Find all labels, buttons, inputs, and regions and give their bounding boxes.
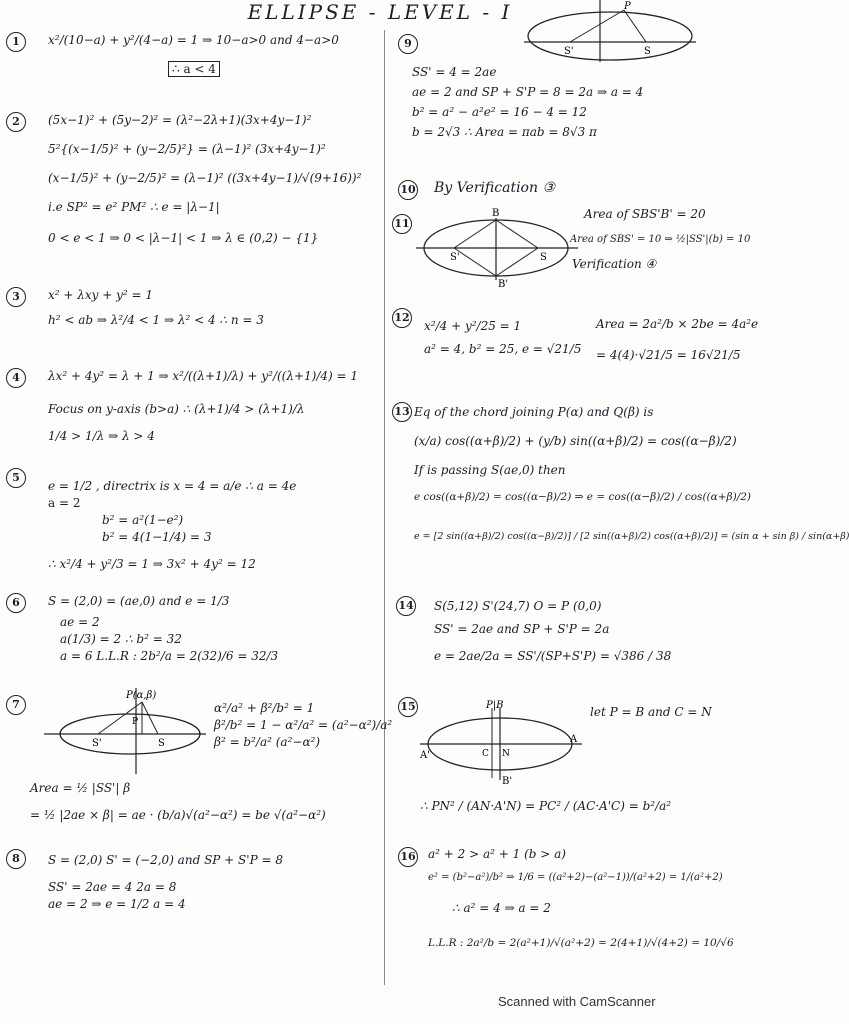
question-number: 13 [392, 402, 412, 422]
question-number: 3 [6, 287, 26, 307]
solution-line: (5x−1)² + (5y−2)² = (λ²−2λ+1)(3x+4y−1)² [48, 113, 312, 127]
foot-label: N [502, 749, 510, 759]
focus-label: S [644, 46, 651, 57]
focus-label: S' [450, 252, 460, 263]
question-number: 5 [6, 468, 26, 488]
solution-line: e = 1/2 , directrix is x = 4 = a/e ∴ a = 4e [48, 479, 297, 493]
question-number: 15 [398, 697, 418, 717]
solution-line: a = 2 [48, 496, 81, 510]
solution-line: α²/a² + β²/b² = 1 [214, 701, 315, 715]
vertex-label: A [570, 734, 578, 745]
solution-line: If is passing S(ae,0) then [414, 463, 566, 477]
solution-line: b² = a² − a²e² = 16 − 4 = 12 [412, 105, 587, 119]
point-label: P(α,β) [126, 690, 157, 701]
solution-line: SS' = 2ae = 4 2a = 8 [48, 880, 177, 894]
question-16 [428, 846, 734, 952]
solution-line: Verification ④ [572, 257, 657, 271]
solution-line: β² = b²/a² (a²−α²) [214, 735, 321, 749]
answer-box: ∴ a < 4 [168, 61, 220, 77]
center-label: C [482, 749, 489, 759]
solution-line: b² = 4(1−1/4) = 3 [102, 530, 212, 544]
solution-line: b² = a²(1−e²) [102, 513, 184, 527]
question-number: 8 [6, 849, 26, 869]
solution-line: ae = 2 and SP + S'P = 8 = 2a ⇒ a = 4 [412, 85, 644, 99]
solution-line: Eq of the chord joining P(α) and Q(β) is [414, 405, 654, 419]
point-label: P [132, 717, 139, 727]
vertex-label: B' [502, 776, 513, 787]
solution-line: ∴ x²/4 + y²/3 = 1 ⇒ 3x² + 4y² = 12 [48, 557, 256, 571]
solution-line: ∴ a² = 4 ⇒ a = 2 [452, 901, 551, 915]
question-11 [570, 206, 751, 273]
question-12-area [596, 316, 758, 364]
question-12 [424, 318, 581, 358]
solution-line: Area = 2a²/b × 2be = 4a²e [596, 317, 759, 331]
solution-line: a² + 2 > a² + 1 (b > a) [428, 847, 566, 861]
solution-line: x² + λxy + y² = 1 [48, 288, 154, 302]
question-number: 16 [398, 847, 418, 867]
solution-line: let P = B and C = N [590, 705, 712, 719]
solution-line: Area of SBS'B' = 20 [584, 207, 706, 221]
solution-line: β²/b² = 1 − α²/a² = (a²−α²)/a² [214, 718, 393, 732]
solution-line: a(1/3) = 2 ∴ b² = 32 [60, 632, 182, 646]
question-14 [434, 598, 671, 665]
question-number: 2 [6, 112, 26, 132]
focus-label: S' [564, 46, 574, 57]
question-10 [434, 180, 555, 197]
question-number: 14 [396, 596, 416, 616]
solution-line: (x−1/5)² + (y−2/5)² = (λ−1)² ((3x+4y−1)/√(9+16))² [48, 171, 362, 185]
question-number: 6 [6, 593, 26, 613]
solution-line: S = (2,0) = (ae,0) and e = 1/3 [48, 594, 230, 608]
question-5 [48, 478, 296, 573]
vertex-label: A' [420, 750, 430, 761]
focus-label: S [158, 738, 165, 749]
solution-line: i.e SP² = e² PM² ∴ e = |λ−1| [48, 200, 220, 214]
solution-line: a² = 4, b² = 25, e = √21/5 [424, 342, 582, 356]
question-1 [48, 32, 339, 78]
ellipse-diagram-7 [40, 684, 210, 776]
solution-line: S = (2,0) S' = (−2,0) and SP + S'P = 8 [48, 853, 283, 867]
question-15 [420, 798, 671, 815]
point-label: P [624, 1, 631, 12]
solution-line: 1/4 > 1/λ ⇒ λ > 4 [48, 429, 155, 443]
solution-line: Area of SBS' = 10 ⇒ ½|SS'|(b) = 10 [570, 234, 751, 245]
column-divider [384, 30, 385, 985]
question-number: 7 [6, 695, 26, 715]
solution-line: ∴ PN² / (AN·A'N) = PC² / (AC·A'C) = b²/a² [420, 799, 672, 813]
solution-line: SS' = 4 = 2ae [412, 65, 497, 79]
solution-line: h² < ab ⇒ λ²/4 < 1 ⇒ λ² < 4 ∴ n = 3 [48, 313, 264, 327]
ellipse-diagram-15 [418, 700, 584, 786]
question-15-note [590, 704, 712, 721]
question-3 [48, 287, 264, 329]
solution-line: e = 2ae/2a = SS'/(SP+S'P) = √386 / 38 [434, 649, 672, 663]
solution-line: (x/a) cos((α+β)/2) + (y/b) sin((α+β)/2) = cos((α−β)/2) [414, 434, 737, 448]
solution-line: Focus on y-axis (b>a) ∴ (λ+1)/4 > (λ+1)/λ [48, 402, 305, 416]
solution-line: 0 < e < 1 ⇒ 0 < |λ−1| < 1 ⇒ λ ∈ (0,2) − {1} [48, 231, 319, 245]
question-7 [214, 700, 392, 751]
ellipse-diagram-9 [520, 0, 700, 62]
solution-line: Area = ½ |SS'| β [30, 781, 131, 795]
page-title: ELLIPSE - LEVEL - I [247, 0, 513, 24]
solution-line: = 4(4)·√21/5 = 16√21/5 [596, 348, 741, 362]
question-number: 11 [392, 214, 412, 234]
solution-line: By Verification ③ [434, 180, 556, 196]
focus-label: S' [92, 738, 102, 749]
focus-label: S [540, 252, 547, 263]
solution-line: = ½ |2ae × β| = ae · (b/a)√(a²−α²) = be √(a²−α²) [30, 808, 326, 822]
question-number: 1 [6, 32, 26, 52]
solution-line: 5²{(x−1/5)² + (y−2/5)²} = (λ−1)² (3x+4y−1)² [48, 142, 326, 156]
solution-line: ae = 2 [60, 615, 100, 629]
question-8 [48, 852, 283, 913]
solution-line: x²/(10−a) + y²/(4−a) = 1 ⇒ 10−a>0 and 4−a>0 [48, 33, 339, 47]
question-number: 10 [398, 180, 418, 200]
question-number: 12 [392, 308, 412, 328]
solution-line: L.L.R : 2a²/b = 2(a²+1)/√(a²+2) = 2(4+1)/√(4+2) = 10/√6 [428, 937, 734, 949]
question-number: 9 [398, 34, 418, 54]
ellipse-diagram-11 [414, 204, 580, 288]
solution-line: SS' = 2ae and SP + S'P = 2a [434, 622, 610, 636]
solution-line: a = 6 L.L.R : 2b²/a = 2(32)/6 = 32/3 [60, 649, 279, 663]
question-7-area [30, 780, 326, 824]
solution-line: λx² + 4y² = λ + 1 ⇒ x²/((λ+1)/λ) + y²/((λ+1)/4) = 1 [48, 369, 359, 383]
question-13 [414, 404, 849, 545]
solution-line: e = [2 sin((α+β)/2) cos((α−β)/2)] / [2 sin((α+β)/2) cos((α+β)/2)] = (sin α + sin β) / sin(α+β) [414, 531, 849, 542]
question-9 [412, 64, 643, 141]
solution-line: b = 2√3 ∴ Area = πab = 8√3 π [412, 125, 597, 139]
solution-line: S(5,12) S'(24,7) O = P (0,0) [434, 599, 602, 613]
solution-line: x²/4 + y²/25 = 1 [424, 319, 522, 333]
question-2 [48, 112, 361, 247]
scanner-watermark: Scanned with CamScanner [498, 994, 656, 1009]
vertex-label: B [492, 208, 500, 219]
solution-line: ae = 2 ⇒ e = 1/2 a = 4 [48, 897, 186, 911]
vertex-label: B' [498, 279, 509, 290]
question-4 [48, 368, 358, 445]
solution-line: e² = (b²−a²)/b² ⇒ 1/6 = ((a²+2)−(a²−1))/(a²+2) = 1/(a²+2) [428, 872, 723, 883]
point-label: P|B [486, 700, 504, 711]
question-6 [48, 593, 278, 665]
question-number: 4 [6, 368, 26, 388]
solution-line: e cos((α+β)/2) = cos((α−β)/2) ⇒ e = cos((α−β)/2) / cos((α+β)/2) [414, 491, 752, 503]
